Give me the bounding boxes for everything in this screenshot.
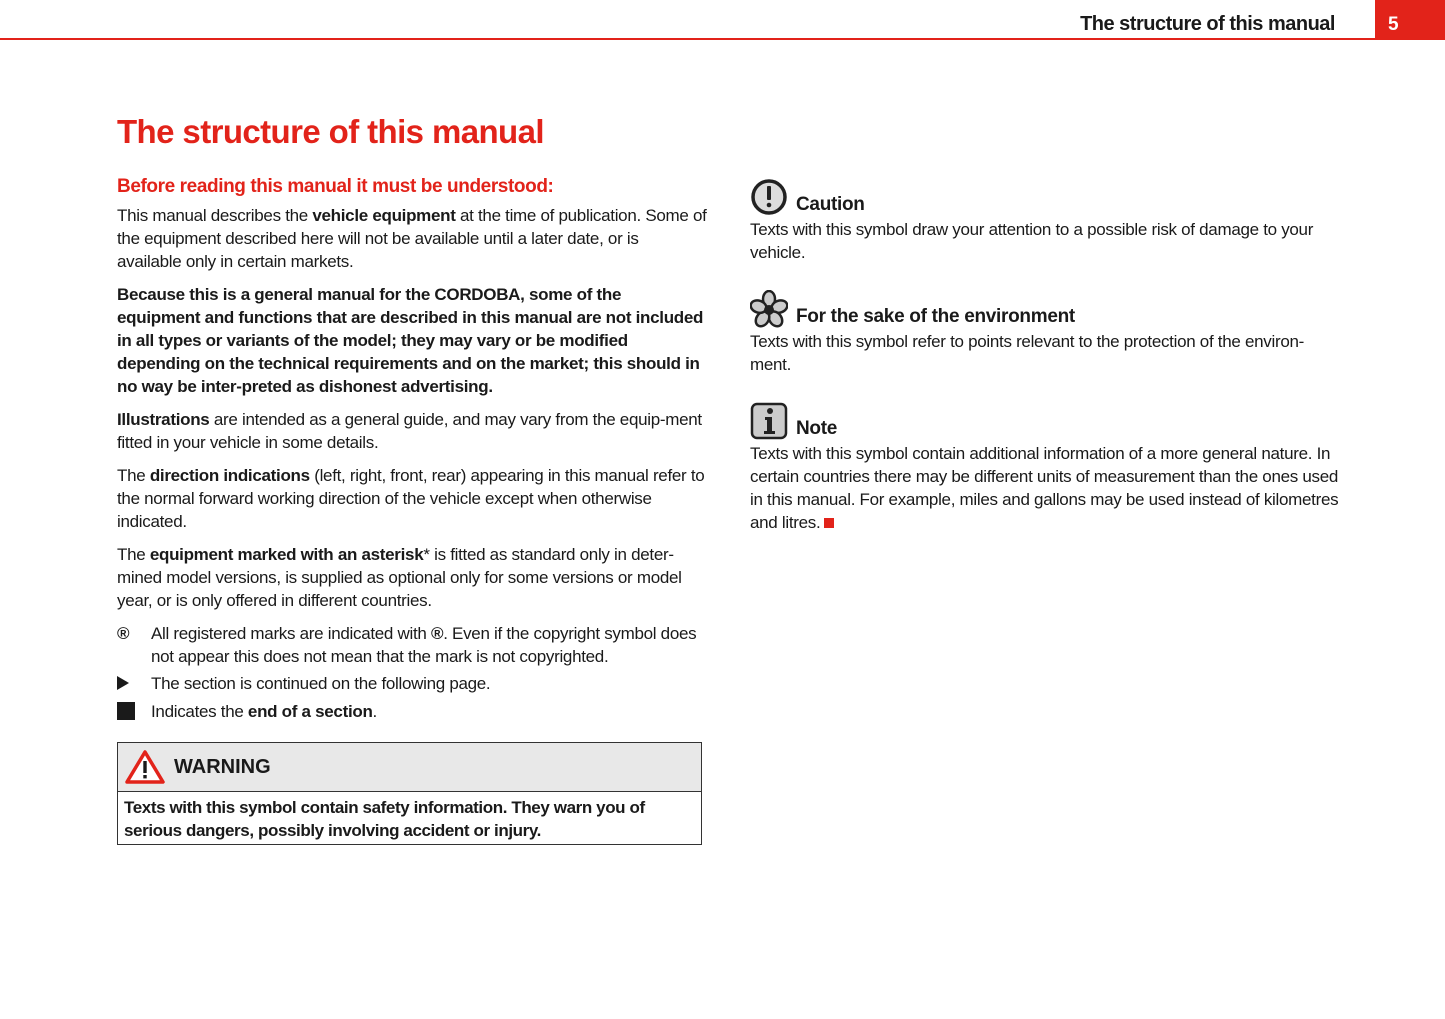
- section-title: Caution: [796, 194, 865, 215]
- text: (left, right, front, rear) appearing in this manual refer to the normal forward working direction of the vehicle except when otherwise indicated.: [117, 466, 705, 531]
- bold-text: direction indications: [149, 466, 310, 485]
- info-icon: [750, 402, 788, 440]
- list-item: [117, 622, 707, 668]
- bold-text: Illustrations: [117, 410, 210, 429]
- warning-header: [118, 743, 701, 792]
- list-item: [117, 700, 707, 726]
- subtitle: Before reading this manual it must be understood:: [117, 176, 554, 197]
- section-title: Note: [796, 418, 838, 439]
- page-number: 5: [1375, 0, 1445, 40]
- caution-section: [750, 178, 1340, 264]
- end-of-section-icon: [117, 702, 135, 720]
- section-text: [750, 442, 1340, 534]
- section-heading: [750, 178, 1340, 216]
- bold-text: Because this is a general manual for the CORDOBA, some of the equipment and functions that are described in this manual are not included in all types or variants of the model; they may vary or be modified depending on the technical requirements and on the market; this should in no way be inter-preted as dishonest advertising.: [117, 285, 704, 396]
- text: [151, 622, 707, 668]
- page-title: The structure of this manual: [117, 113, 544, 150]
- paragraph: [117, 204, 707, 273]
- section-text: Texts with this symbol refer to points relevant to the protection of the environ-ment.: [750, 332, 1304, 374]
- text: This manual describes the: [117, 206, 313, 225]
- text: at the time of publication. Some of the equipment described here will not be available until a later date, or is available only in certain markets.: [117, 206, 707, 271]
- environment-section: [750, 290, 1340, 376]
- text: * is fitted as standard only in deter-mined model versions, is supplied as optional only for some versions or model year, or is only offered in different countries.: [117, 545, 682, 610]
- text: . Even if the copyright symbol does not appear this does not mean that the mark is not copyrighted.: [151, 624, 697, 666]
- sym: [117, 672, 151, 696]
- warning-triangle-icon: [124, 749, 166, 785]
- sym: [117, 700, 151, 726]
- text: All registered marks are indicated with: [151, 624, 431, 643]
- text: The section is continued on the following page.: [151, 674, 491, 693]
- bold-text: end of a section: [247, 702, 373, 721]
- text: .: [372, 702, 377, 721]
- flower-icon: [750, 290, 788, 328]
- running-header: The structure of this manual: [1080, 13, 1335, 35]
- section-title: For the sake of the environment: [796, 306, 1075, 327]
- section-heading: [750, 290, 1340, 328]
- section-heading: [750, 402, 1340, 440]
- paragraph: [117, 408, 707, 454]
- text: Texts with this symbol contain additional information of a more general nature. In certain countries there may be different units of measurement than the ones used in this manual. For example, miles and gallons may be used instead of kilometres and litres.: [750, 444, 1339, 532]
- text: are intended as a general guide, and may vary from the equip-ment fitted in your vehicle in some details.: [117, 410, 702, 452]
- bold-text: vehicle equipment: [312, 206, 456, 225]
- text: Indicates the: [151, 702, 248, 721]
- warning-label: WARNING: [174, 755, 271, 778]
- warning-text: Texts with this symbol contain safety information. They warn you of serious dangers, possibly involving accident or injury.: [124, 798, 645, 840]
- text: The: [117, 545, 150, 564]
- list-item: [117, 672, 707, 696]
- header-rule: [0, 38, 1375, 40]
- end-of-section-icon: [824, 518, 834, 528]
- caution-icon: [750, 178, 788, 216]
- section-text: Texts with this symbol draw your attention to a possible risk of damage to your vehicle.: [750, 220, 1314, 262]
- continued-arrow-icon: [117, 676, 129, 690]
- paragraph-bold: [117, 283, 707, 398]
- note-section: [750, 402, 1340, 534]
- paragraph: [117, 464, 707, 533]
- right-column: [750, 178, 1340, 560]
- registered-icon: ®: [117, 624, 130, 643]
- bold-text: equipment marked with an asterisk: [149, 545, 424, 564]
- text: The: [117, 466, 150, 485]
- bold-text: ®: [430, 624, 444, 643]
- text: [151, 700, 377, 726]
- warning-box: [117, 742, 702, 845]
- left-column: [117, 175, 707, 730]
- paragraph: [117, 543, 707, 612]
